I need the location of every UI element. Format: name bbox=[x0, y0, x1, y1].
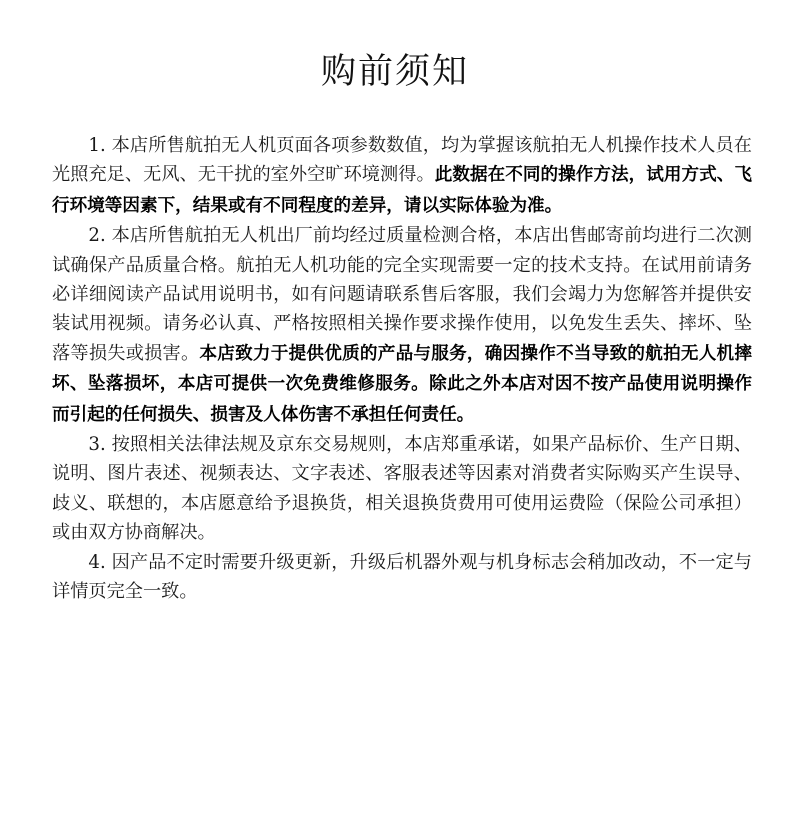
notice-item-2 bbox=[52, 221, 752, 430]
notice-item-1 bbox=[52, 131, 752, 221]
notice-item-1-text: 1. 本店所售航拍无人机页面各项参数数值，均为掌握该航拍无人机操作技术人员在光照充足、无风、无干扰的室外空旷环境测得。 bbox=[52, 135, 752, 186]
page-title: 购前须知 bbox=[320, 52, 469, 92]
notice-item-2-bold-text: 本店致力于提供优质的产品与服务，确因操作不当导致的航拍无人机摔坏、坠落损坏，本店可提供一次免费维修服务。除此之外本店对因不按产品使用说明操作而引起的任何损失、损害及人体伤害不承担任何责任。 bbox=[52, 343, 752, 425]
notice-item-4 bbox=[52, 548, 752, 607]
notice-item-3-text: 3. 按照相关法律法规及京东交易规则，本店郑重承诺，如果产品标价、生产日期、说明、图片表述、视频表达、文字表述、客服表述等因素对消费者实际购买产生误导、歧义、联想的，本店愿意给予退换货，相关退换货费用可使用运费险（保险公司承担）或由双方协商解决。 bbox=[52, 434, 752, 544]
notice-item-4-text: 4. 因产品不定时需要升级更新，升级后机器外观与机身标志会稍加改动，不一定与详情页完全一致。 bbox=[52, 551, 752, 603]
notice-item-2-text: 2. 本店所售航拍无人机出厂前均经过质量检测合格，本店出售邮寄前均进行二次测试确保产品质量合格。航拍无人机功能的完全实现需要一定的技术支持。在试用前请务必详细阅读产品试用说明书，如有问题请联系售后客服，我们会竭力为您解答并提供安装试用视频。请务必认真、严格按照相关操作要求操作使用，以免发生丢失、摔坏、坠落等损失或损害。 bbox=[52, 225, 752, 364]
notice-item-3 bbox=[52, 430, 752, 548]
notice-body bbox=[52, 131, 752, 607]
notice-item-1-bold-text: 此数据在不同的操作方法，试用方式、飞行环境等因素下，结果或有不同程度的差异，请以实际体验为准。 bbox=[52, 165, 752, 216]
